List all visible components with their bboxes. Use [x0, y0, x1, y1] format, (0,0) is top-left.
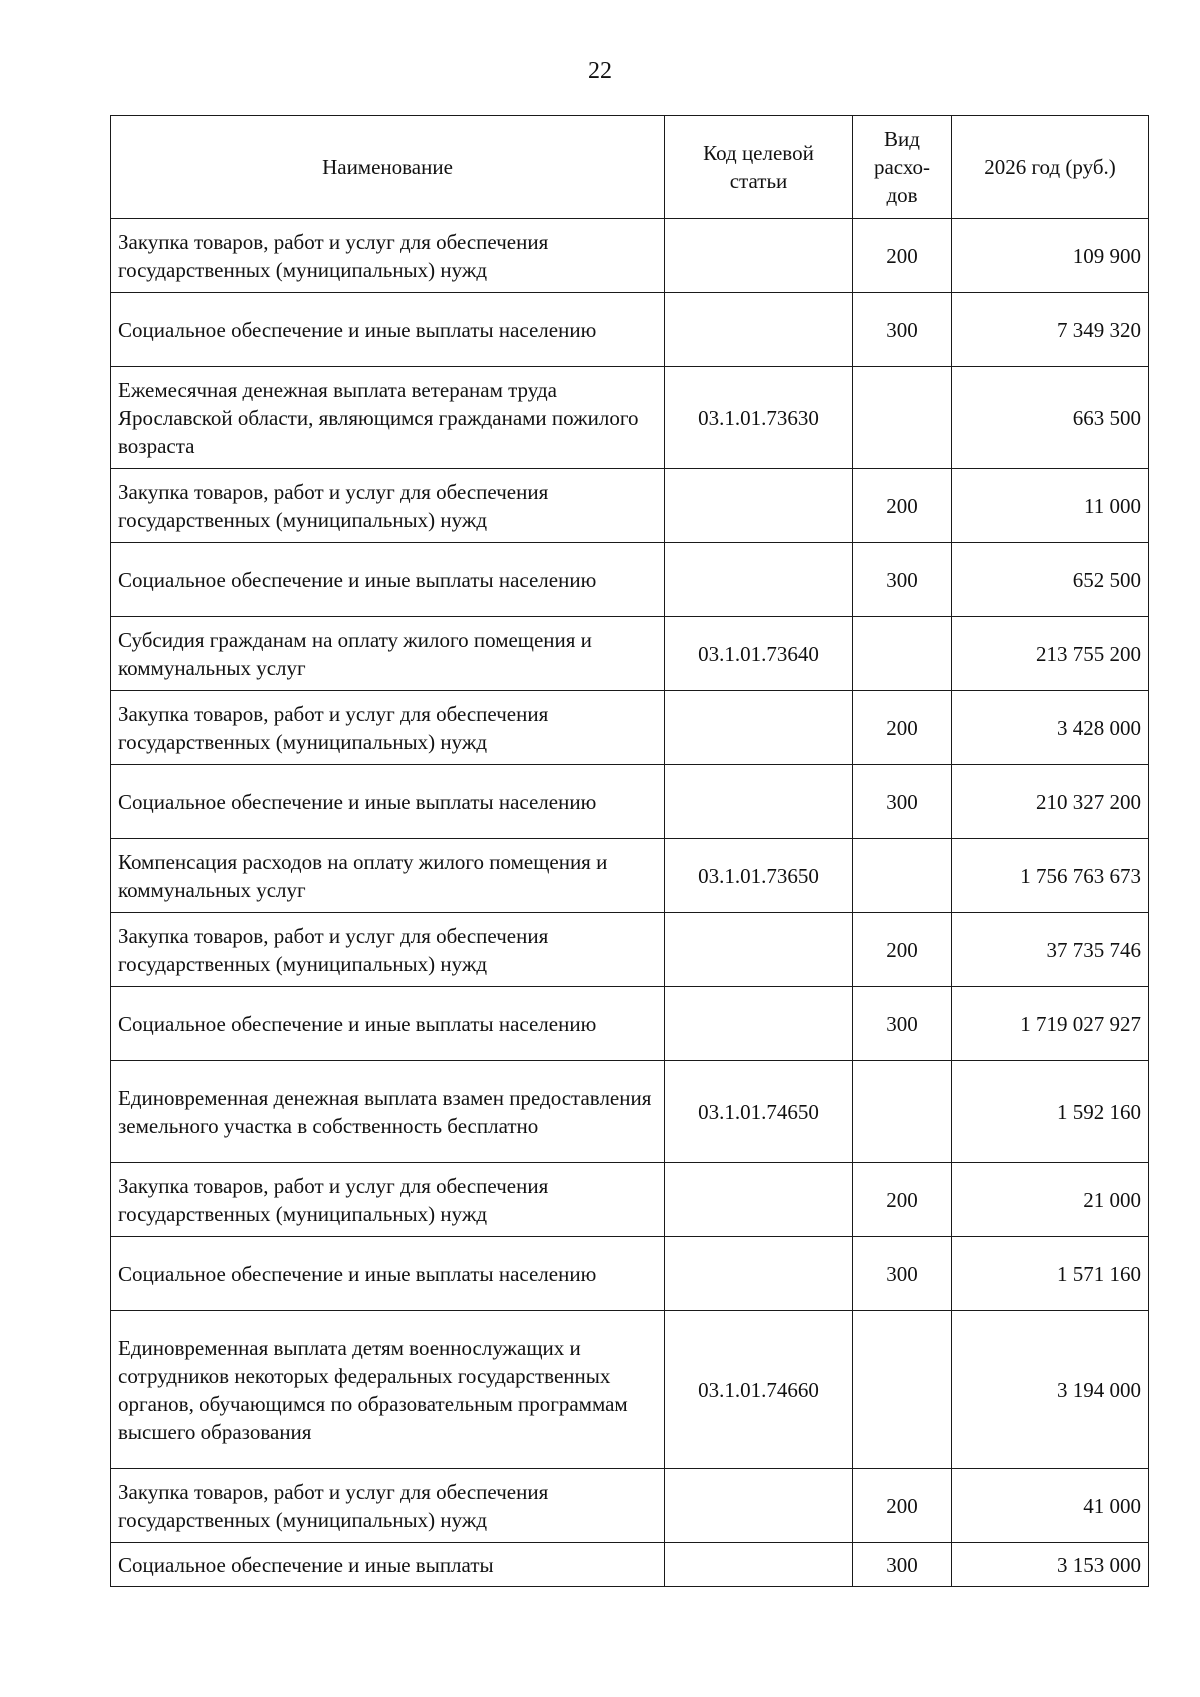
row-sum: 3 153 000: [952, 1543, 1149, 1587]
table-row: [111, 1061, 1149, 1163]
row-name: Компенсация расходов на оплату жилого помещения и коммунальных услуг: [111, 839, 665, 913]
row-sum: 37 735 746: [952, 913, 1149, 987]
budget-table: [110, 115, 1149, 1587]
row-sum: 1 592 160: [952, 1061, 1149, 1163]
row-name: Социальное обеспечение и иные выплаты населению: [111, 987, 665, 1061]
row-name: Единовременная денежная выплата взамен предоставления земельного участка в собственность бесплатно: [111, 1061, 665, 1163]
row-name: Единовременная выплата детям военнослужащих и сотрудников некоторых федеральных государственных органов, обучающимся по образовательным программам высшего образования: [111, 1311, 665, 1469]
row-name: Социальное обеспечение и иные выплаты населению: [111, 1237, 665, 1311]
row-kind: 200: [853, 1163, 952, 1237]
row-code: [665, 293, 853, 367]
row-code: [665, 691, 853, 765]
row-name: Закупка товаров, работ и услуг для обеспечения государственных (муниципальных) нужд: [111, 1163, 665, 1237]
table-row: [111, 913, 1149, 987]
table-row: [111, 1469, 1149, 1543]
row-sum: 1 571 160: [952, 1237, 1149, 1311]
row-kind: 200: [853, 1469, 952, 1543]
row-kind: [853, 839, 952, 913]
row-sum: 663 500: [952, 367, 1149, 469]
header-code: Код целевой статьи: [665, 116, 853, 219]
row-kind: 200: [853, 691, 952, 765]
table-row: [111, 1237, 1149, 1311]
row-kind: 300: [853, 1543, 952, 1587]
table-row: [111, 1311, 1149, 1469]
header-name: Наименование: [111, 116, 665, 219]
row-kind: [853, 617, 952, 691]
row-name: Закупка товаров, работ и услуг для обеспечения государственных (муниципальных) нужд: [111, 913, 665, 987]
row-sum: 21 000: [952, 1163, 1149, 1237]
row-name: Закупка товаров, работ и услуг для обеспечения государственных (муниципальных) нужд: [111, 1469, 665, 1543]
table-row: [111, 543, 1149, 617]
row-sum: 41 000: [952, 1469, 1149, 1543]
row-code: 03.1.01.73650: [665, 839, 853, 913]
row-code: 03.1.01.73630: [665, 367, 853, 469]
table-row: [111, 617, 1149, 691]
row-code: [665, 1237, 853, 1311]
row-kind: 300: [853, 543, 952, 617]
row-code: [665, 913, 853, 987]
table-header-row: [111, 116, 1149, 219]
row-code: [665, 765, 853, 839]
row-sum: 3 428 000: [952, 691, 1149, 765]
table-row: [111, 293, 1149, 367]
row-code: [665, 469, 853, 543]
row-name: Ежемесячная денежная выплата ветеранам труда Ярославской области, являющимся гражданами пожилого возраста: [111, 367, 665, 469]
row-code: [665, 219, 853, 293]
row-sum: 11 000: [952, 469, 1149, 543]
row-kind: 300: [853, 1237, 952, 1311]
table-row: [111, 691, 1149, 765]
row-kind: [853, 1061, 952, 1163]
table-row: [111, 1163, 1149, 1237]
row-sum: 652 500: [952, 543, 1149, 617]
row-sum: 1 756 763 673: [952, 839, 1149, 913]
row-name: Социальное обеспечение и иные выплаты населению: [111, 765, 665, 839]
row-kind: 200: [853, 219, 952, 293]
row-sum: 213 755 200: [952, 617, 1149, 691]
row-kind: 300: [853, 765, 952, 839]
row-sum: 7 349 320: [952, 293, 1149, 367]
row-kind: [853, 367, 952, 469]
table-row: [111, 765, 1149, 839]
table-row: [111, 469, 1149, 543]
table-row: [111, 1543, 1149, 1587]
header-kind: Вид расхо-дов: [853, 116, 952, 219]
table-row: [111, 839, 1149, 913]
row-name: Социальное обеспечение и иные выплаты населению: [111, 543, 665, 617]
row-kind: 300: [853, 987, 952, 1061]
row-code: 03.1.01.74660: [665, 1311, 853, 1469]
row-sum: 3 194 000: [952, 1311, 1149, 1469]
header-sum: 2026 год (руб.): [952, 116, 1149, 219]
row-name: Закупка товаров, работ и услуг для обеспечения государственных (муниципальных) нужд: [111, 469, 665, 543]
row-kind: 300: [853, 293, 952, 367]
row-code: 03.1.01.73640: [665, 617, 853, 691]
row-code: [665, 1543, 853, 1587]
table-row: [111, 987, 1149, 1061]
table-row: [111, 219, 1149, 293]
row-sum: 1 719 027 927: [952, 987, 1149, 1061]
row-name: Социальное обеспечение и иные выплаты: [111, 1543, 665, 1587]
row-name: Закупка товаров, работ и услуг для обеспечения государственных (муниципальных) нужд: [111, 219, 665, 293]
row-sum: 109 900: [952, 219, 1149, 293]
row-code: [665, 543, 853, 617]
row-kind: 200: [853, 469, 952, 543]
row-code: [665, 987, 853, 1061]
page-number: 22: [588, 58, 612, 84]
row-sum: 210 327 200: [952, 765, 1149, 839]
row-kind: [853, 1311, 952, 1469]
row-code: [665, 1163, 853, 1237]
row-code: 03.1.01.74650: [665, 1061, 853, 1163]
row-name: Социальное обеспечение и иные выплаты населению: [111, 293, 665, 367]
row-kind: 200: [853, 913, 952, 987]
row-code: [665, 1469, 853, 1543]
table-row: [111, 367, 1149, 469]
row-name: Субсидия гражданам на оплату жилого помещения и коммунальных услуг: [111, 617, 665, 691]
row-name: Закупка товаров, работ и услуг для обеспечения государственных (муниципальных) нужд: [111, 691, 665, 765]
